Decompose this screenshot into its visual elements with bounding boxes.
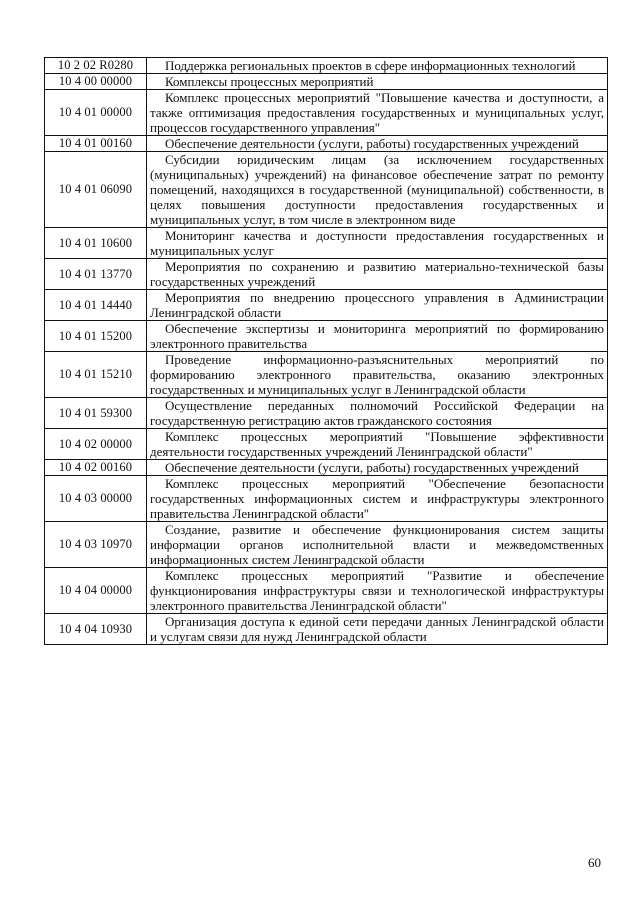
row-code: 10 4 01 13770 <box>45 259 147 290</box>
row-code: 10 4 01 00000 <box>45 90 147 136</box>
row-description: Мероприятия по сохранению и развитию материально-технической базы государственных учреждений <box>147 259 608 290</box>
table-row <box>45 74 608 90</box>
row-description: Проведение информационно-разъяснительных мероприятий по формированию электронного правительства, оказанию электронных государственных и муниципальных услуг в Ленинградской области <box>147 352 608 398</box>
table-row <box>45 228 608 259</box>
table-row <box>45 290 608 321</box>
row-description: Организация доступа к единой сети передачи данных Ленинградской области и услугам связи для нужд Ленинградской области <box>147 614 608 645</box>
row-description: Создание, развитие и обеспечение функционирования систем защиты информации органов исполнительной власти и межведомственных информационных систем Ленинградской области <box>147 522 608 568</box>
row-code: 10 4 01 10600 <box>45 228 147 259</box>
row-code: 10 4 02 00000 <box>45 429 147 460</box>
table-row <box>45 568 608 614</box>
table-row <box>45 398 608 429</box>
row-code: 10 4 01 15200 <box>45 321 147 352</box>
table-row <box>45 152 608 228</box>
page-number: 60 <box>588 855 601 870</box>
row-description: Обеспечение экспертизы и мониторинга мероприятий по формированию электронного правительства <box>147 321 608 352</box>
row-code: 10 4 01 06090 <box>45 152 147 228</box>
table-row <box>45 614 608 645</box>
row-code: 10 2 02 R0280 <box>45 58 147 74</box>
row-code: 10 4 03 10970 <box>45 522 147 568</box>
row-description: Субсидии юридическим лицам (за исключением государственных (муниципальных) учреждений) на финансовое обеспечение затрат по ремонту помещений, находящихся в государственной (муниципальной) собственности, в целях повышения доступности предоставления государственных и муниципальных услуг, в том числе в электронном виде <box>147 152 608 228</box>
row-code: 10 4 03 00000 <box>45 476 147 522</box>
table-row <box>45 58 608 74</box>
row-description: Комплексы процессных мероприятий <box>147 74 608 90</box>
table-row <box>45 90 608 136</box>
row-description: Обеспечение деятельности (услуги, работы) государственных учреждений <box>147 136 608 152</box>
table-row <box>45 476 608 522</box>
row-code: 10 4 01 00160 <box>45 136 147 152</box>
row-description: Осуществление переданных полномочий Российской Федерации на государственную регистрацию актов гражданского состояния <box>147 398 608 429</box>
row-description: Мероприятия по внедрению процессного управления в Администрации Ленинградской области <box>147 290 608 321</box>
table-row <box>45 136 608 152</box>
row-description: Поддержка региональных проектов в сфере информационных технологий <box>147 58 608 74</box>
table-row <box>45 460 608 476</box>
table-row <box>45 321 608 352</box>
budget-code-table <box>44 57 608 645</box>
row-description: Комплекс процессных мероприятий "Повышение качества и доступности, а также оптимизация предоставления государственных и муниципальных услуг, процессов государственного управления" <box>147 90 608 136</box>
row-description: Комплекс процессных мероприятий "Обеспечение безопасности государственных информационных систем и инфраструктуры электронного правительства Ленинградской области" <box>147 476 608 522</box>
row-description: Обеспечение деятельности (услуги, работы) государственных учреждений <box>147 460 608 476</box>
row-code: 10 4 01 59300 <box>45 398 147 429</box>
row-description: Комплекс процессных мероприятий "Повышение эффективности деятельности государственных учреждений Ленинградской области" <box>147 429 608 460</box>
table-row <box>45 352 608 398</box>
table-row <box>45 429 608 460</box>
row-code: 10 4 01 14440 <box>45 290 147 321</box>
row-code: 10 4 00 00000 <box>45 74 147 90</box>
row-code: 10 4 04 00000 <box>45 568 147 614</box>
row-code: 10 4 01 15210 <box>45 352 147 398</box>
row-code: 10 4 04 10930 <box>45 614 147 645</box>
row-description: Мониторинг качества и доступности предоставления государственных и муниципальных услуг <box>147 228 608 259</box>
table-row <box>45 259 608 290</box>
row-code: 10 4 02 00160 <box>45 460 147 476</box>
row-description: Комплекс процессных мероприятий "Развитие и обеспечение функционирования инфраструктуры связи и технологической инфраструктуры электронного правительства Ленинградской области" <box>147 568 608 614</box>
table-row <box>45 522 608 568</box>
